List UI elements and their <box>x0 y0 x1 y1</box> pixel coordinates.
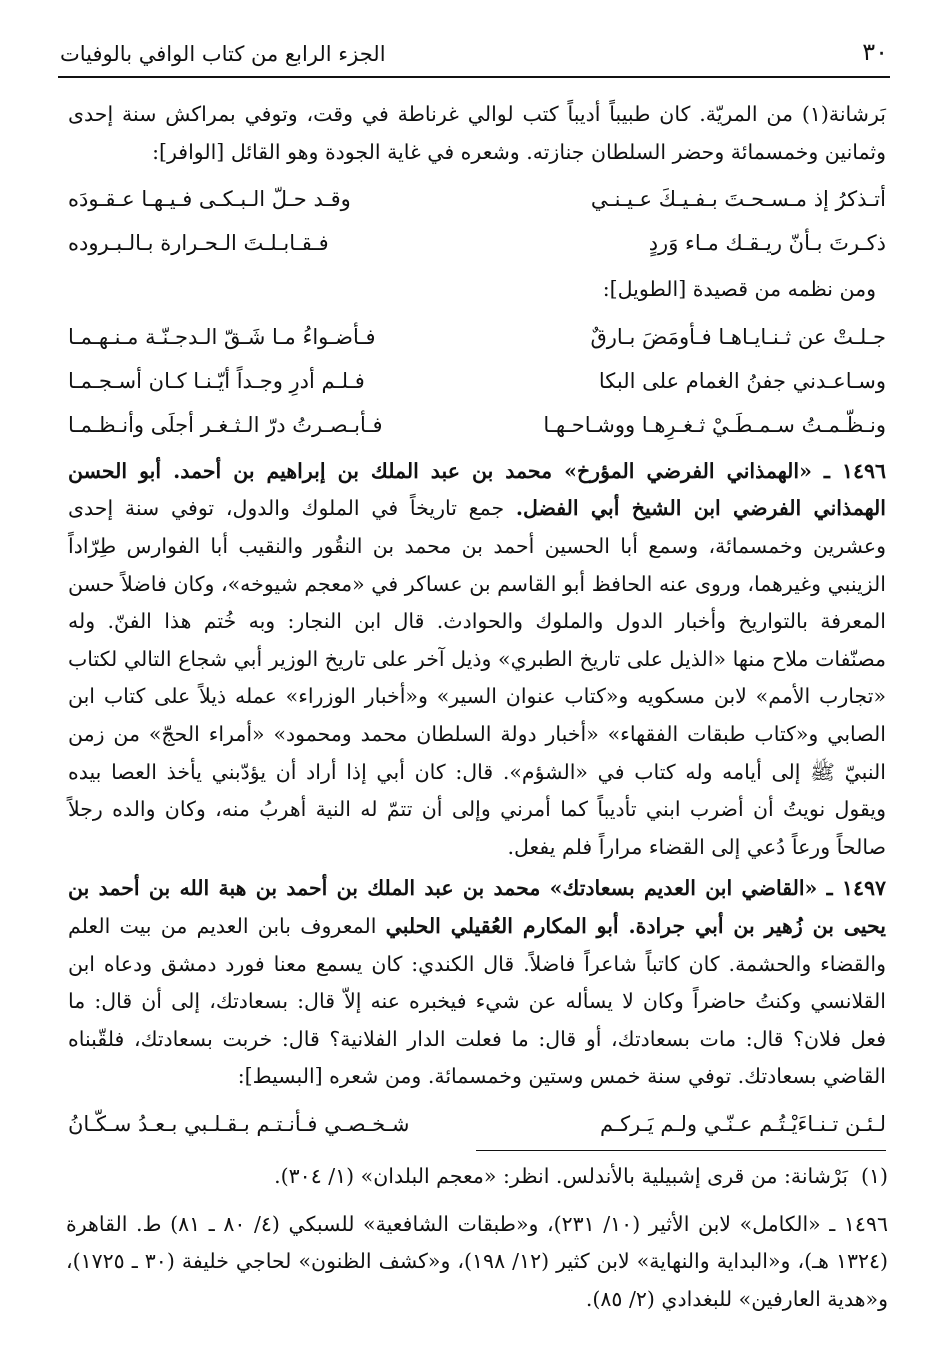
page-number: ٣٠ <box>862 38 888 66</box>
first-hemistich: لـئـن تـنـاءَيْـتُـم عـنّـي ولـم يَـركـم <box>599 1111 886 1136</box>
main-text <box>68 96 886 1152</box>
verse <box>68 359 886 403</box>
poem-intro: ومن نظمه من قصيدة [الطويل]: <box>602 277 876 302</box>
second-hemistich: وقـد حـلّ الـبـكـى فـيـهـا عـقـودَه <box>68 187 351 212</box>
footnote-text: بَرْشانة: من قرى إشبيلية بالأندلس. انظر: «معجم البلدان» (١/ ٣٠٤). <box>274 1164 848 1188</box>
first-hemistich: ذكـرتَ بـأنّ ريـقـك مـاء وَردٍ <box>648 231 886 256</box>
second-hemistich: فـلـم أدرِ وجـداً أيّـنـا كـان أسـجـمـا <box>68 368 365 393</box>
verse <box>68 1102 886 1146</box>
verse <box>68 221 886 265</box>
footnote-number: (١) <box>860 1164 888 1188</box>
first-hemistich: أتـذكرُ إذ مـسـحـتَ بـفـيـكَ عـيـنـي <box>590 187 886 212</box>
first-hemistich: وسـاعـدني جفنُ الغمام على البكا <box>598 368 886 393</box>
second-hemistich: فـقـابـلـتَ الـحـرارة بـالـبـروده <box>68 231 329 256</box>
footnote-1 <box>66 1158 888 1196</box>
second-hemistich: فـأبـصـرتُ درّ الـثـغـر أجلَى وأنـظـمـا <box>68 412 383 437</box>
entry-1496 <box>68 453 886 867</box>
footnotes <box>66 1158 888 1318</box>
entry-text: المعروف بابن العديم من بيت العلم والقضاء والحشمة. كان كاتباً شاعراً فاضلاً. قال الكندي: كان يسمع معنا فورد دمشق ودعاه ابن القلانسي وكنتُ حاضراً وكان لا يسأله عن شيء فيخبره عنه إلاّ قال: بسعادتك، إلى أن قال: ما فعل فلان؟ قال: مات بسعادتك، أو قال: ما فعلت الدار الفلانية؟ قال: خربت بسعادتك، فلقّبناه القاضي بسعادتك. توفي سنة خمس وستين وخمسمائة. ومن شعره [البسيط]: <box>68 913 886 1089</box>
sources-1496: ١٤٩٦ ـ «الكامل» لابن الأثير (١٠/ ٢٣١)، و«طبقات الشافعية» للسبكي (٤/ ٨٠ ـ ٨١) ط. القاهرة (١٣٢٤ هـ)، و«البداية والنهاية» لابن كثير (١٢/ ١٩٨)، و«كشف الظنون» لحاجي خليفة (٣٠ ـ ١٧٢٥)، و«هدية العارفين» للبغدادي (٢/ ٨٥). <box>66 1211 889 1311</box>
footnote-separator <box>476 1150 886 1151</box>
verse <box>68 177 886 221</box>
running-title: الجزء الرابع من كتاب الوافي بالوفيات <box>60 42 386 66</box>
verse <box>68 315 886 359</box>
entry-heading: ١٤٩٧ ـ «القاضي ابن العديم بسعادتك» محمد بن عبد الملك بن أحمد بن هبة الله بن أحمد بن يحيى بن زُهير بن أبي جرادة. أبو المكارم العُقيلي الحلبي <box>68 876 886 938</box>
first-hemistich: ونـظّـمـتُ سـمـطَـيْ ثـغـرِهـا ووشـاحـهـا <box>543 412 886 437</box>
second-hemistich: فـأضـواءُ مـا شَـقّ الـدجـنّـة مـنـهـمـا <box>68 324 376 349</box>
poem-wafir <box>68 177 886 265</box>
poem-tawil <box>68 315 886 447</box>
entry-1497 <box>68 870 886 1096</box>
entry-heading: ١٤٩٦ ـ «الهمذاني الفرضي المؤرخ» محمد بن عبد الملك بن إبراهيم بن أحمد. أبو الحسن الهمذاني الفرضي ابن الشيخ أبي الفضل. <box>68 458 886 521</box>
first-hemistich: جـلـتْ عن ثـنـايـاهـا فـأومَضَ بـارقٌ <box>590 324 886 349</box>
poem-basit <box>68 1102 886 1146</box>
paragraph-barshana: بَرشانة(١) من المريّة. كان طبيباً أديباً كتب لوالي غرناطة في وقت، وتوفي بمراكش سنة إحدى وثمانين وخمسمائة وحضر السلطان جنازته. وشعره في غاية الجودة وهو القائل [الوافر]: <box>68 102 886 164</box>
verse <box>68 403 886 447</box>
page-header <box>58 38 890 78</box>
entry-text: جمع تاريخاً في الملوك والدول، توفي سنة إحدى وعشرين وخمسمائة، وسمع أبا الحسين أحمد بن محمد بن النقُور والنقيب أبا الفوارس طِرّاداً الزينبي وغيرهما، وروى عنه الحافظ أبو القاسم بن عساكر في «معجم شيوخه»، وكان فاضلاً حسن المعرفة بالتواريخ وأخبار الدول والملوك والحوادث. قال ابن النجار: وبه خُتم هذا الفنّ. وله مصنّفات ملاح منها «الذيل على تاريخ الطبري» وذيل آخر على تاريخ الوزير أبي شجاع التالي لكتاب «تجارب الأمم» لابن مسكويه و«كتاب عنوان السير» و«أخبار الوزراء» عمله ذيلاً على كتاب ابن الصابي و«كتاب طبقات الفقهاء» «أخبار دولة السلطان محمد ومحمود» «أمراء الحجّ» من زمن النبيّ ﷺ إلى أيامه وله كتاب في «الشؤم». قال: كان أبي إذا أراد أن يؤدّبني يأخذ العصا بيده ويقول نويتُ أن أضرب ابني تأديباً كما أمرني وإلى أن تتمّ له النية أهربُ منه، وكان والده رجلاً صالحاً ورعاً دُعي إلى القضاء مراراً فلم يفعل. <box>68 496 886 859</box>
second-hemistich: شـخـصـي فـأنـتـم بـقـلـبي بـعـدُ سـكّـانُ <box>68 1111 410 1136</box>
